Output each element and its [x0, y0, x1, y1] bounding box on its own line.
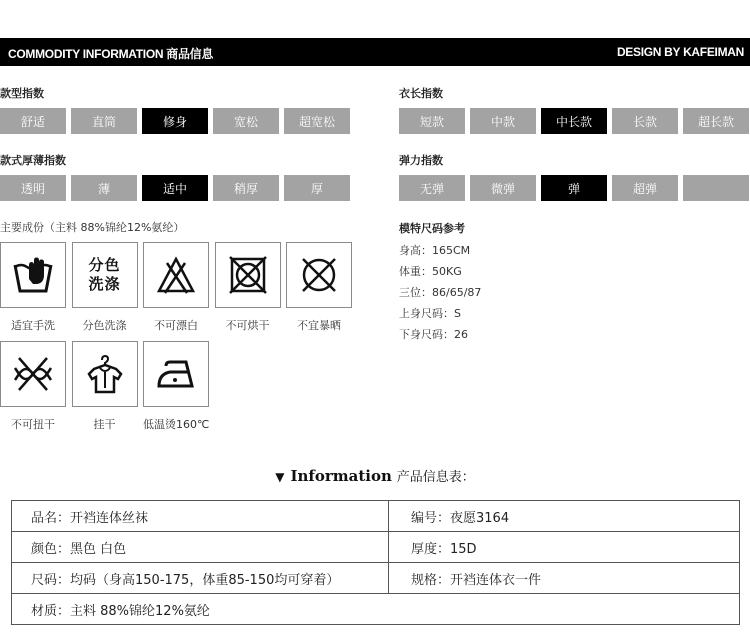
length-index-title: 衣长指数 [399, 87, 443, 100]
table-row [12, 501, 740, 532]
care-label: 分色洗涤 [82, 319, 127, 332]
thickness-index-title: 款式厚薄指数 [0, 154, 66, 167]
product-size-cell: 尺码：均码（身高150-175，体重85-150均可穿着） [12, 563, 389, 594]
no-bleach-icon [143, 242, 209, 308]
thickness-index-row [0, 175, 355, 201]
info-heading-cn: 产品信息表： [396, 470, 475, 485]
elasticity-option-empty [683, 175, 749, 201]
fit-option: 舒适 [0, 108, 66, 134]
elasticity-index-title: 弹力指数 [399, 154, 443, 167]
model-size-line: 下身尺码：26 [399, 328, 468, 341]
fit-option: 宽松 [213, 108, 279, 134]
length-option: 超长款 [683, 108, 749, 134]
care-item [286, 242, 352, 331]
thickness-option: 薄 [71, 175, 137, 201]
thickness-option: 稍厚 [213, 175, 279, 201]
care-label: 挂干 [93, 418, 116, 431]
length-index-row [399, 108, 749, 134]
care-label: 不可扭干 [11, 418, 55, 431]
thickness-option: 透明 [0, 175, 66, 201]
elasticity-option: 无弹 [399, 175, 465, 201]
care-item [215, 242, 281, 331]
separate-wash-icon-text: 分色 [88, 256, 121, 274]
table-row [12, 532, 740, 563]
length-option: 中款 [470, 108, 536, 134]
product-spec-cell: 规格：开裆连体衣一件 [389, 563, 740, 594]
fit-index-title: 款型指数 [0, 87, 44, 100]
product-name-cell: 品名：开裆连体丝袜 [12, 501, 389, 532]
fit-option: 直筒 [71, 108, 137, 134]
care-label: 不可漂白 [154, 319, 198, 332]
length-option: 短款 [399, 108, 465, 134]
elasticity-option: 超弹 [612, 175, 678, 201]
care-item [0, 242, 66, 331]
product-info-table [11, 500, 740, 625]
model-size-list [399, 242, 481, 347]
separate-wash-icon-text: 洗涤 [88, 275, 121, 293]
care-item [72, 341, 138, 430]
length-option: 长款 [612, 108, 678, 134]
model-size-title: 模特尺码参考 [399, 222, 465, 235]
elasticity-option-selected: 弹 [541, 175, 607, 201]
separate-wash-icon [72, 242, 138, 308]
no-tumble-dry-icon [215, 242, 281, 308]
triangle-down-icon: ▼ [275, 470, 285, 484]
header-right-title: DESIGN BY KAFEIMAN [616, 45, 744, 59]
model-size-line: 三位：86/65/87 [399, 286, 482, 299]
composition-text: 主要成份（主料 88%锦纶12%氨纶） [0, 221, 185, 234]
model-size-line: 体重：50KG [399, 265, 462, 278]
table-row [12, 563, 740, 594]
product-material-cell: 材质：主料 88%锦纶12%氨纶 [12, 594, 740, 625]
care-item [143, 242, 209, 331]
care-label: 低温烫160℃ [143, 418, 210, 431]
model-size-line: 上身尺码：S [399, 307, 461, 320]
no-sun-dry-icon [286, 242, 352, 308]
product-thickness-cell: 厚度：15D [389, 532, 740, 563]
info-heading [0, 466, 750, 485]
elasticity-index-row [399, 175, 749, 201]
product-code-cell: 编号：夜愿3164 [389, 501, 740, 532]
fit-option: 超宽松 [284, 108, 350, 134]
header-left-title: COMMODITY INFORMATION 商品信息 [8, 47, 214, 61]
length-option-selected: 中长款 [541, 108, 607, 134]
care-item [143, 341, 209, 430]
fit-index-row [0, 108, 355, 134]
care-item [0, 341, 66, 430]
elasticity-option: 微弹 [470, 175, 536, 201]
care-item [72, 242, 138, 331]
fit-option-selected: 修身 [142, 108, 208, 134]
hang-dry-icon [72, 341, 138, 407]
table-row [12, 594, 740, 625]
care-label: 不宜暴晒 [297, 319, 341, 332]
no-wring-icon [0, 341, 66, 407]
thickness-option-selected: 适中 [142, 175, 208, 201]
care-symbols [0, 242, 360, 430]
model-size-line: 身高：165CM [399, 244, 471, 257]
low-iron-icon [143, 341, 209, 407]
care-label: 不可烘干 [225, 319, 270, 332]
header-banner [0, 38, 750, 66]
info-heading-en: Information [290, 467, 392, 485]
hand-wash-icon [0, 242, 66, 308]
care-label: 适宜手洗 [11, 319, 55, 332]
product-color-cell: 颜色：黑色 白色 [12, 532, 389, 563]
thickness-option: 厚 [284, 175, 350, 201]
